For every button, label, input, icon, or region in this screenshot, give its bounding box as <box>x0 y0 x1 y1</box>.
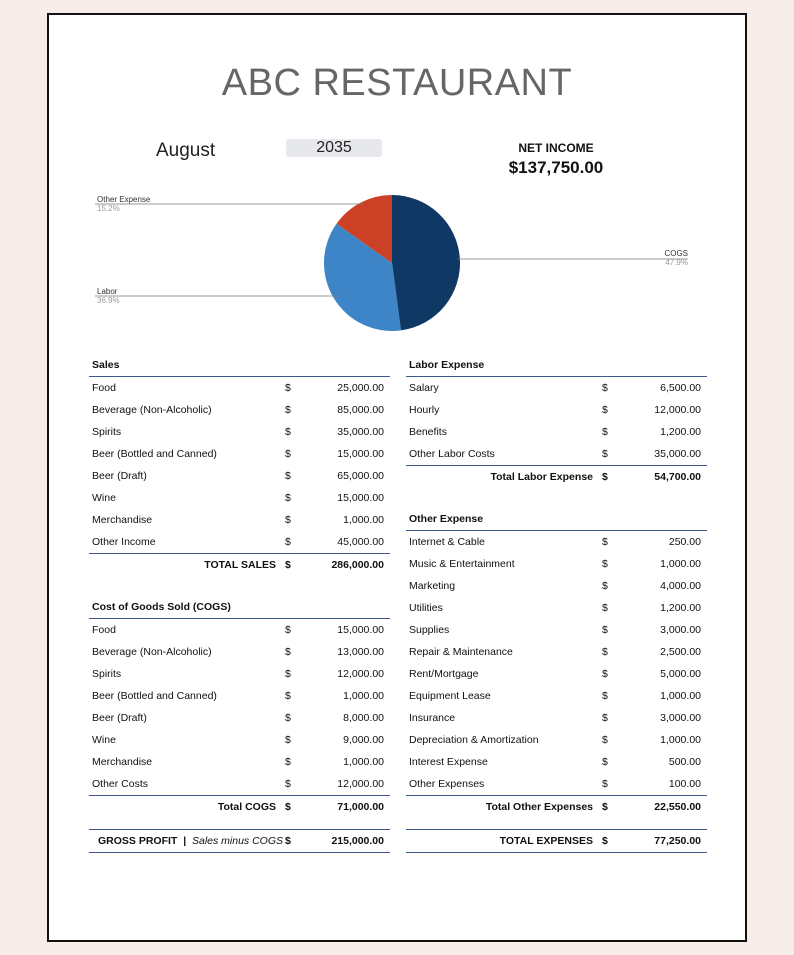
line-item-amount[interactable]: 6,500.00 <box>660 382 701 394</box>
pie-label-cogs <box>664 249 688 267</box>
line-item-label: Rent/Mortgage <box>409 668 479 680</box>
total-amount: 22,550.00 <box>654 801 701 813</box>
currency-symbol: $ <box>602 646 608 658</box>
currency-symbol: $ <box>602 668 608 680</box>
pie-label-pct: 36.9% <box>97 296 120 305</box>
line-item-label: Marketing <box>409 580 456 592</box>
pie-label-name: COGS <box>664 249 688 258</box>
currency-symbol: $ <box>602 835 608 847</box>
report-sheet <box>47 13 747 942</box>
line-item-label: Hourly <box>409 404 440 416</box>
section-header <box>89 354 390 377</box>
total-labor-row <box>406 465 707 488</box>
currency-symbol: $ <box>285 470 291 482</box>
total-amount: 71,000.00 <box>337 801 384 813</box>
total-label: Total Labor Expense <box>490 471 593 483</box>
line-item-label: Depreciation & Amortization <box>409 734 539 746</box>
expense-pie-chart <box>49 185 745 355</box>
pie-label-name: Other Expense <box>97 195 151 204</box>
line-item-row <box>406 685 707 707</box>
cogs-section <box>89 596 390 818</box>
currency-symbol: $ <box>285 426 291 438</box>
separator: | <box>183 835 187 847</box>
line-item-row <box>406 553 707 575</box>
gross-profit-row <box>89 829 390 853</box>
currency-symbol: $ <box>602 536 608 548</box>
line-item-amount[interactable]: 12,000.00 <box>654 404 701 416</box>
line-item-label: Beer (Bottled and Canned) <box>92 448 217 460</box>
total-label: Total Other Expenses <box>485 801 593 813</box>
gross-profit-section <box>89 829 390 853</box>
line-item-row <box>406 443 707 465</box>
line-item-row <box>89 377 390 399</box>
currency-symbol: $ <box>285 382 291 394</box>
line-item-amount[interactable]: 1,000.00 <box>660 690 701 702</box>
line-item-amount[interactable]: 35,000.00 <box>337 426 384 438</box>
line-item-label: Salary <box>409 382 439 394</box>
line-item-label: Food <box>92 382 116 394</box>
line-item-label: Spirits <box>92 426 122 438</box>
line-item-amount[interactable]: 1,200.00 <box>660 426 701 438</box>
line-item-row <box>406 619 707 641</box>
line-item-label: Supplies <box>409 624 450 636</box>
currency-symbol: $ <box>285 801 291 813</box>
line-item-amount[interactable]: 100.00 <box>668 778 701 790</box>
line-item-row <box>89 487 390 509</box>
line-item-amount[interactable]: 500.00 <box>668 756 701 768</box>
line-item-label: Insurance <box>409 712 456 724</box>
section-header <box>406 354 707 377</box>
line-item-label: Beer (Draft) <box>92 712 147 724</box>
total-label: TOTAL SALES <box>204 559 276 571</box>
other-expense-section <box>406 508 707 818</box>
line-item-amount[interactable]: 25,000.00 <box>337 382 384 394</box>
year-field[interactable]: 2035 <box>286 139 382 157</box>
currency-symbol: $ <box>285 734 291 746</box>
line-item-label: Wine <box>92 734 116 746</box>
currency-symbol: $ <box>285 404 291 416</box>
section-title: Sales <box>92 359 120 371</box>
currency-symbol: $ <box>285 756 291 768</box>
section-header <box>89 596 390 619</box>
total-label: Total COGS <box>217 801 276 813</box>
line-item-amount[interactable]: 1,000.00 <box>660 558 701 570</box>
line-item-amount[interactable]: 1,000.00 <box>343 690 384 702</box>
currency-symbol: $ <box>285 690 291 702</box>
currency-symbol: $ <box>602 382 608 394</box>
currency-symbol: $ <box>602 448 608 460</box>
pie-label-pct: 15.2% <box>97 204 120 213</box>
currency-symbol: $ <box>602 801 608 813</box>
gross-profit-amount: 215,000.00 <box>331 835 384 847</box>
line-item-row <box>89 443 390 465</box>
pie-label-name: Labor <box>97 287 118 296</box>
currency-symbol: $ <box>602 756 608 768</box>
line-item-amount[interactable]: 9,000.00 <box>343 734 384 746</box>
total-other-row <box>406 795 707 818</box>
line-item-label: Wine <box>92 492 116 504</box>
currency-symbol: $ <box>602 580 608 592</box>
gross-profit-label <box>98 830 283 852</box>
pie-label-other-expense <box>97 195 150 213</box>
total-sales-row <box>89 553 390 576</box>
line-item-row <box>406 531 707 553</box>
line-item-label: Merchandise <box>92 756 153 768</box>
line-item-label: Music & Entertainment <box>409 558 515 570</box>
labor-section <box>406 354 707 488</box>
line-item-amount[interactable]: 3,000.00 <box>660 712 701 724</box>
line-item-row <box>406 707 707 729</box>
line-item-label: Merchandise <box>92 514 153 526</box>
line-item-amount[interactable]: 45,000.00 <box>337 536 384 548</box>
line-item-amount[interactable]: 35,000.00 <box>654 448 701 460</box>
currency-symbol: $ <box>602 471 608 483</box>
report-title: ABC RESTAURANT <box>221 62 573 104</box>
line-item-row <box>406 751 707 773</box>
line-item-row <box>406 399 707 421</box>
line-item-row <box>89 421 390 443</box>
section-header <box>406 508 707 531</box>
line-item-label: Other Income <box>92 536 156 548</box>
total-amount: 54,700.00 <box>654 471 701 483</box>
currency-symbol: $ <box>285 514 291 526</box>
line-item-row <box>89 751 390 773</box>
line-item-amount[interactable]: 15,000.00 <box>337 492 384 504</box>
pie-label-pct: 47.9% <box>665 258 688 267</box>
line-item-row <box>406 641 707 663</box>
currency-symbol: $ <box>285 448 291 460</box>
line-item-amount[interactable]: 3,000.00 <box>660 624 701 636</box>
line-item-amount[interactable]: 1,000.00 <box>343 756 384 768</box>
gross-profit-title: GROSS PROFIT <box>98 835 178 847</box>
line-item-amount[interactable]: 1,000.00 <box>660 734 701 746</box>
total-amount: 286,000.00 <box>331 559 384 571</box>
currency-symbol: $ <box>602 690 608 702</box>
currency-symbol: $ <box>602 558 608 570</box>
section-title: Other Expense <box>409 513 484 525</box>
line-item-row <box>406 377 707 399</box>
line-item-label: Spirits <box>92 668 122 680</box>
line-item-row <box>89 707 390 729</box>
line-item-row <box>89 465 390 487</box>
line-item-label: Other Labor Costs <box>409 448 495 460</box>
total-expenses-label: TOTAL EXPENSES <box>499 835 593 847</box>
currency-symbol: $ <box>602 602 608 614</box>
line-item-amount[interactable]: 1,200.00 <box>660 602 701 614</box>
line-item-amount[interactable]: 4,000.00 <box>660 580 701 592</box>
pie-slice-cogs <box>392 195 460 330</box>
month-label[interactable]: August <box>156 140 216 161</box>
line-item-amount[interactable]: 65,000.00 <box>337 470 384 482</box>
line-item-row <box>89 641 390 663</box>
line-item-amount[interactable]: 15,000.00 <box>337 448 384 460</box>
currency-symbol: $ <box>602 404 608 416</box>
currency-symbol: $ <box>285 559 291 571</box>
currency-symbol: $ <box>602 734 608 746</box>
total-cogs-row <box>89 795 390 818</box>
currency-symbol: $ <box>602 426 608 438</box>
currency-symbol: $ <box>285 536 291 548</box>
currency-symbol: $ <box>602 712 608 724</box>
line-item-label: Benefits <box>409 426 447 438</box>
line-item-amount[interactable]: 1,000.00 <box>343 514 384 526</box>
line-item-row <box>406 421 707 443</box>
line-item-amount[interactable]: 13,000.00 <box>337 646 384 658</box>
line-item-row <box>89 509 390 531</box>
total-expenses-section <box>406 829 707 853</box>
line-item-row <box>89 773 390 795</box>
total-expenses-row <box>406 829 707 853</box>
line-item-amount[interactable]: 250.00 <box>668 536 701 548</box>
line-item-row <box>89 619 390 641</box>
section-title: Labor Expense <box>409 359 485 371</box>
line-item-label: Internet & Cable <box>409 536 485 548</box>
section-title: Cost of Goods Sold (COGS) <box>92 601 231 613</box>
line-item-label: Food <box>92 624 116 636</box>
line-item-amount[interactable]: 5,000.00 <box>660 668 701 680</box>
line-item-row <box>406 575 707 597</box>
line-item-label: Other Costs <box>92 778 149 790</box>
line-item-amount[interactable]: 85,000.00 <box>337 404 384 416</box>
currency-symbol: $ <box>602 624 608 636</box>
line-item-label: Utilities <box>409 602 443 614</box>
line-item-label: Beverage (Non-Alcoholic) <box>92 646 212 658</box>
currency-symbol: $ <box>285 835 291 847</box>
currency-symbol: $ <box>285 712 291 724</box>
currency-symbol: $ <box>602 778 608 790</box>
line-item-amount[interactable]: 15,000.00 <box>337 624 384 636</box>
line-item-amount[interactable]: 8,000.00 <box>343 712 384 724</box>
currency-symbol: $ <box>285 492 291 504</box>
line-item-label: Equipment Lease <box>409 690 491 702</box>
net-income-label: NET INCOME <box>518 141 594 155</box>
gross-profit-subtitle: Sales minus COGS <box>191 835 284 847</box>
line-item-row <box>89 685 390 707</box>
line-item-label: Interest Expense <box>409 756 488 768</box>
line-item-amount[interactable]: 2,500.00 <box>660 646 701 658</box>
line-item-amount[interactable]: 12,000.00 <box>337 778 384 790</box>
currency-symbol: $ <box>285 646 291 658</box>
line-item-row <box>406 663 707 685</box>
line-item-label: Repair & Maintenance <box>409 646 513 658</box>
currency-symbol: $ <box>285 624 291 636</box>
line-item-row <box>89 729 390 751</box>
line-item-row <box>89 531 390 553</box>
line-item-label: Beer (Draft) <box>92 470 147 482</box>
line-item-label: Other Expenses <box>409 778 485 790</box>
line-item-label: Beer (Bottled and Canned) <box>92 690 217 702</box>
line-item-row <box>406 597 707 619</box>
currency-symbol: $ <box>285 778 291 790</box>
line-item-row <box>89 663 390 685</box>
pie-label-labor <box>97 287 120 305</box>
line-item-row <box>406 773 707 795</box>
line-item-row <box>89 399 390 421</box>
sales-section <box>89 354 390 576</box>
line-item-amount[interactable]: 12,000.00 <box>337 668 384 680</box>
total-expenses-amount: 77,250.00 <box>654 835 701 847</box>
line-item-label: Beverage (Non-Alcoholic) <box>92 404 212 416</box>
net-income-value: $137,750.00 <box>508 158 604 177</box>
currency-symbol: $ <box>285 668 291 680</box>
line-item-row <box>406 729 707 751</box>
